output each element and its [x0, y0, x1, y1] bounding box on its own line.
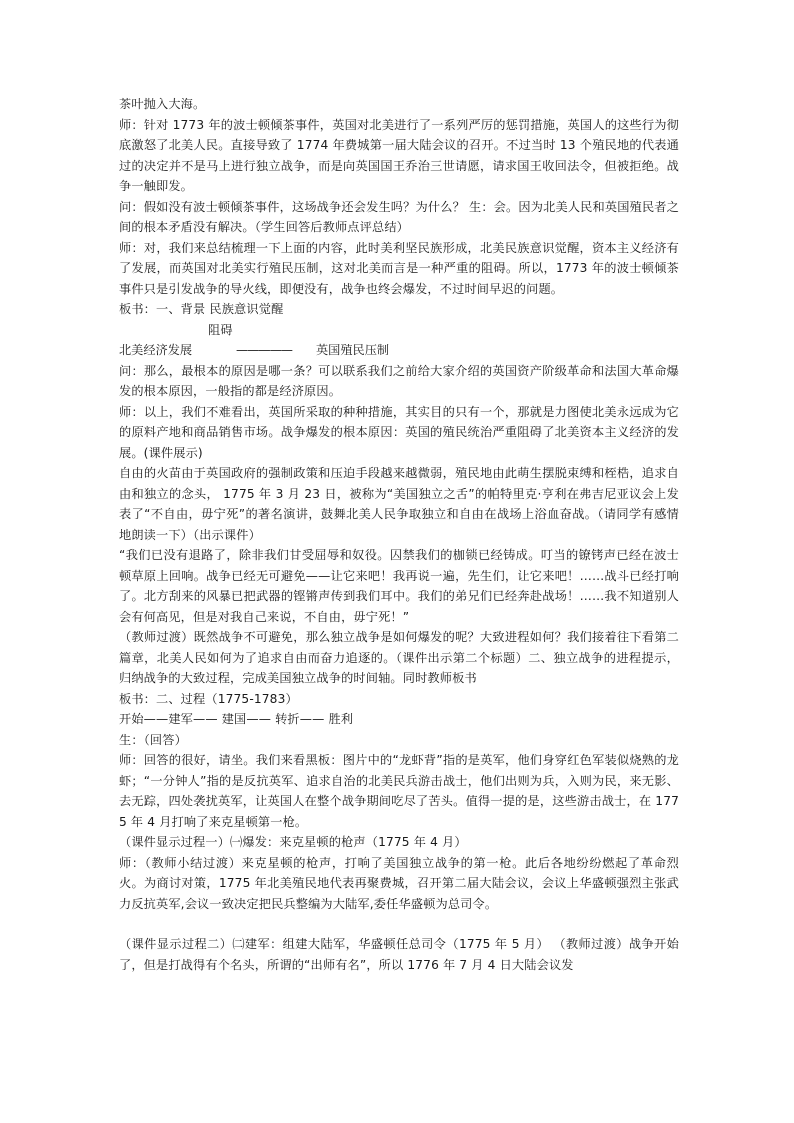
board-left-text: 北美经济发展 — [119, 343, 193, 357]
paragraph-7: 自由的火苗由于英国政府的强制政策和压迫手段越来越微弱，殖民地由此萌生摆脱束缚和桎梏，追求自由和独立的念头， 1775 年 3 月 23 日，被称为“美国独立之舌”的帕特里克·亨利在弗吉尼亚议会上发表了“不自由，毋宁死”的著名演讲，鼓舞北美人民争取独立和自由在战场上浴血奋战。（请同学有感情地朗读一下）（出示课件） — [119, 466, 679, 542]
timeline-line: 开始——建军—— 建国—— 转折—— 胜利 — [119, 712, 354, 726]
board-right-text: 英国殖民压制 — [316, 343, 390, 357]
paragraph-6: 师：以上，我们不难看出，英国所采取的种种措施，其实目的只有一个，那就是力图使北美永远成为它的原料产地和商品销售市场。战争爆发的根本原因：英国的殖民统治严重阻碍了北美资本主义经济的发展。(课件展示) — [119, 404, 679, 460]
paragraph-9: 师：回答的很好，请坐。我们来看黑板：图片中的“龙虾背”指的是英军，他们身穿红色军装似烧熟的龙虾；“一分钟人”指的是反抗英军、追求自治的北美民兵游击战士，他们出则为兵，入则为民，来无影、去无踪，四处袭扰英军，让英国人在整个战争期间吃尽了苦头。值得一提的是，这些游击战士，在 1775 年 4 月打响了来克星顿第一枪。 — [119, 753, 679, 829]
paragraph-10: （课件显示过程一）㈠爆发：来克星顿的枪声（1775 年 4 月） — [119, 835, 467, 849]
paragraph-5: 问：那么，最根本的原因是哪一条？可以联系我们之前给大家介绍的英国资产阶级革命和法国大革命爆发的根本原因，一般指的都是经济原因。 — [119, 363, 679, 398]
board-diagram-row — [119, 340, 679, 361]
speech-quote: “我们已没有退路了，除非我们甘受屈辱和奴役。囚禁我们的枷锁已经铸成。叮当的镣铐声已经在波士顿草原上回响。战争已经无可避免——让它来吧！我再说一遍，先生们，让它来吧！……战斗已经打响了。北方刮来的风暴已把武器的铿锵声传到我们耳中。我们的弟兄们已经奔赴战场！……我不知道别人会有何高见，但是对我自己来说，不自由，毋宁死！” — [119, 548, 679, 624]
paragraph-3: 问：假如没有波士顿倾茶事件，这场战争还会发生吗？为什么？ 生：会。因为北美人民和英国殖民者之间的根本矛盾没有解决。（学生回答后教师点评总结） — [119, 199, 679, 234]
student-answer: 生：（回答） — [119, 732, 187, 747]
blank-line — [119, 914, 679, 934]
board-dash: ————— — [236, 343, 292, 357]
document-page — [119, 94, 679, 975]
paragraph-2: 师：针对 1773 年的波士顿倾茶事件，英国对北美进行了一系列严厉的惩罚措施，英国人的这些行为彻底激怒了北美人民。直接导致了 1774 年费城第一届大陆会议的召开。不过当时 13 个殖民地的代表通过的决定并不是马上进行独立战争，而是向英国国王乔治三世请愿，请求国王收回法令，但被拒绝。战争一触即发。 — [119, 117, 679, 193]
board-heading-1: 板书：一、背景 民族意识觉醒 — [119, 302, 284, 316]
paragraph-11: 师：（教师小结过渡）来克星顿的枪声，打响了美国独立战争的第一枪。此后各地纷纷燃起了革命烈火。为商讨对策，1775 年北美殖民地代表再聚费城，召开第二届大陆会议，会议上华盛顿强烈主张武力反抗英军,会议一致决定把民兵整编为大陆军,委任华盛顿为总司令。 — [119, 855, 679, 911]
paragraph-8: （教师过渡）既然战争不可避免，那么独立战争是如何爆发的呢？大致进程如何？我们接着往下看第二篇章，北美人民如何为了追求自由而奋力追逐的。（课件出示第二个标题）二、独立战争的进程提示，归纳战争的大致过程，完成美国独立战争的时间轴。同时教师板书 — [119, 630, 679, 685]
paragraph-4: 师：对，我们来总结梳理一下上面的内容，此时美利坚民族形成，北美民族意识觉醒，资本主义经济有了发展，而英国对北美实行殖民压制，这对北美而言是一种严重的阻碍。所以，1773 年的波士顿倾茶事件只是引发战争的导火线，即便没有，战争也终会爆发，不过时间早迟的问题。 — [119, 240, 679, 296]
board-heading-2: 板书：二、过程（1775-1783） — [119, 691, 298, 706]
paragraph-1: 茶叶抛入大海。 — [119, 97, 206, 111]
paragraph-12: （课件显示过程二）㈡建军：组建大陆军，华盛顿任总司令（1775 年 5 月） （教师过渡）战争开始了，但是打战得有个名头，所谓的“出师有名”，所以 1776 年 7 月 4 日大陆会议发 — [119, 937, 679, 972]
board-blocked-label: 阻碍 — [208, 322, 233, 337]
